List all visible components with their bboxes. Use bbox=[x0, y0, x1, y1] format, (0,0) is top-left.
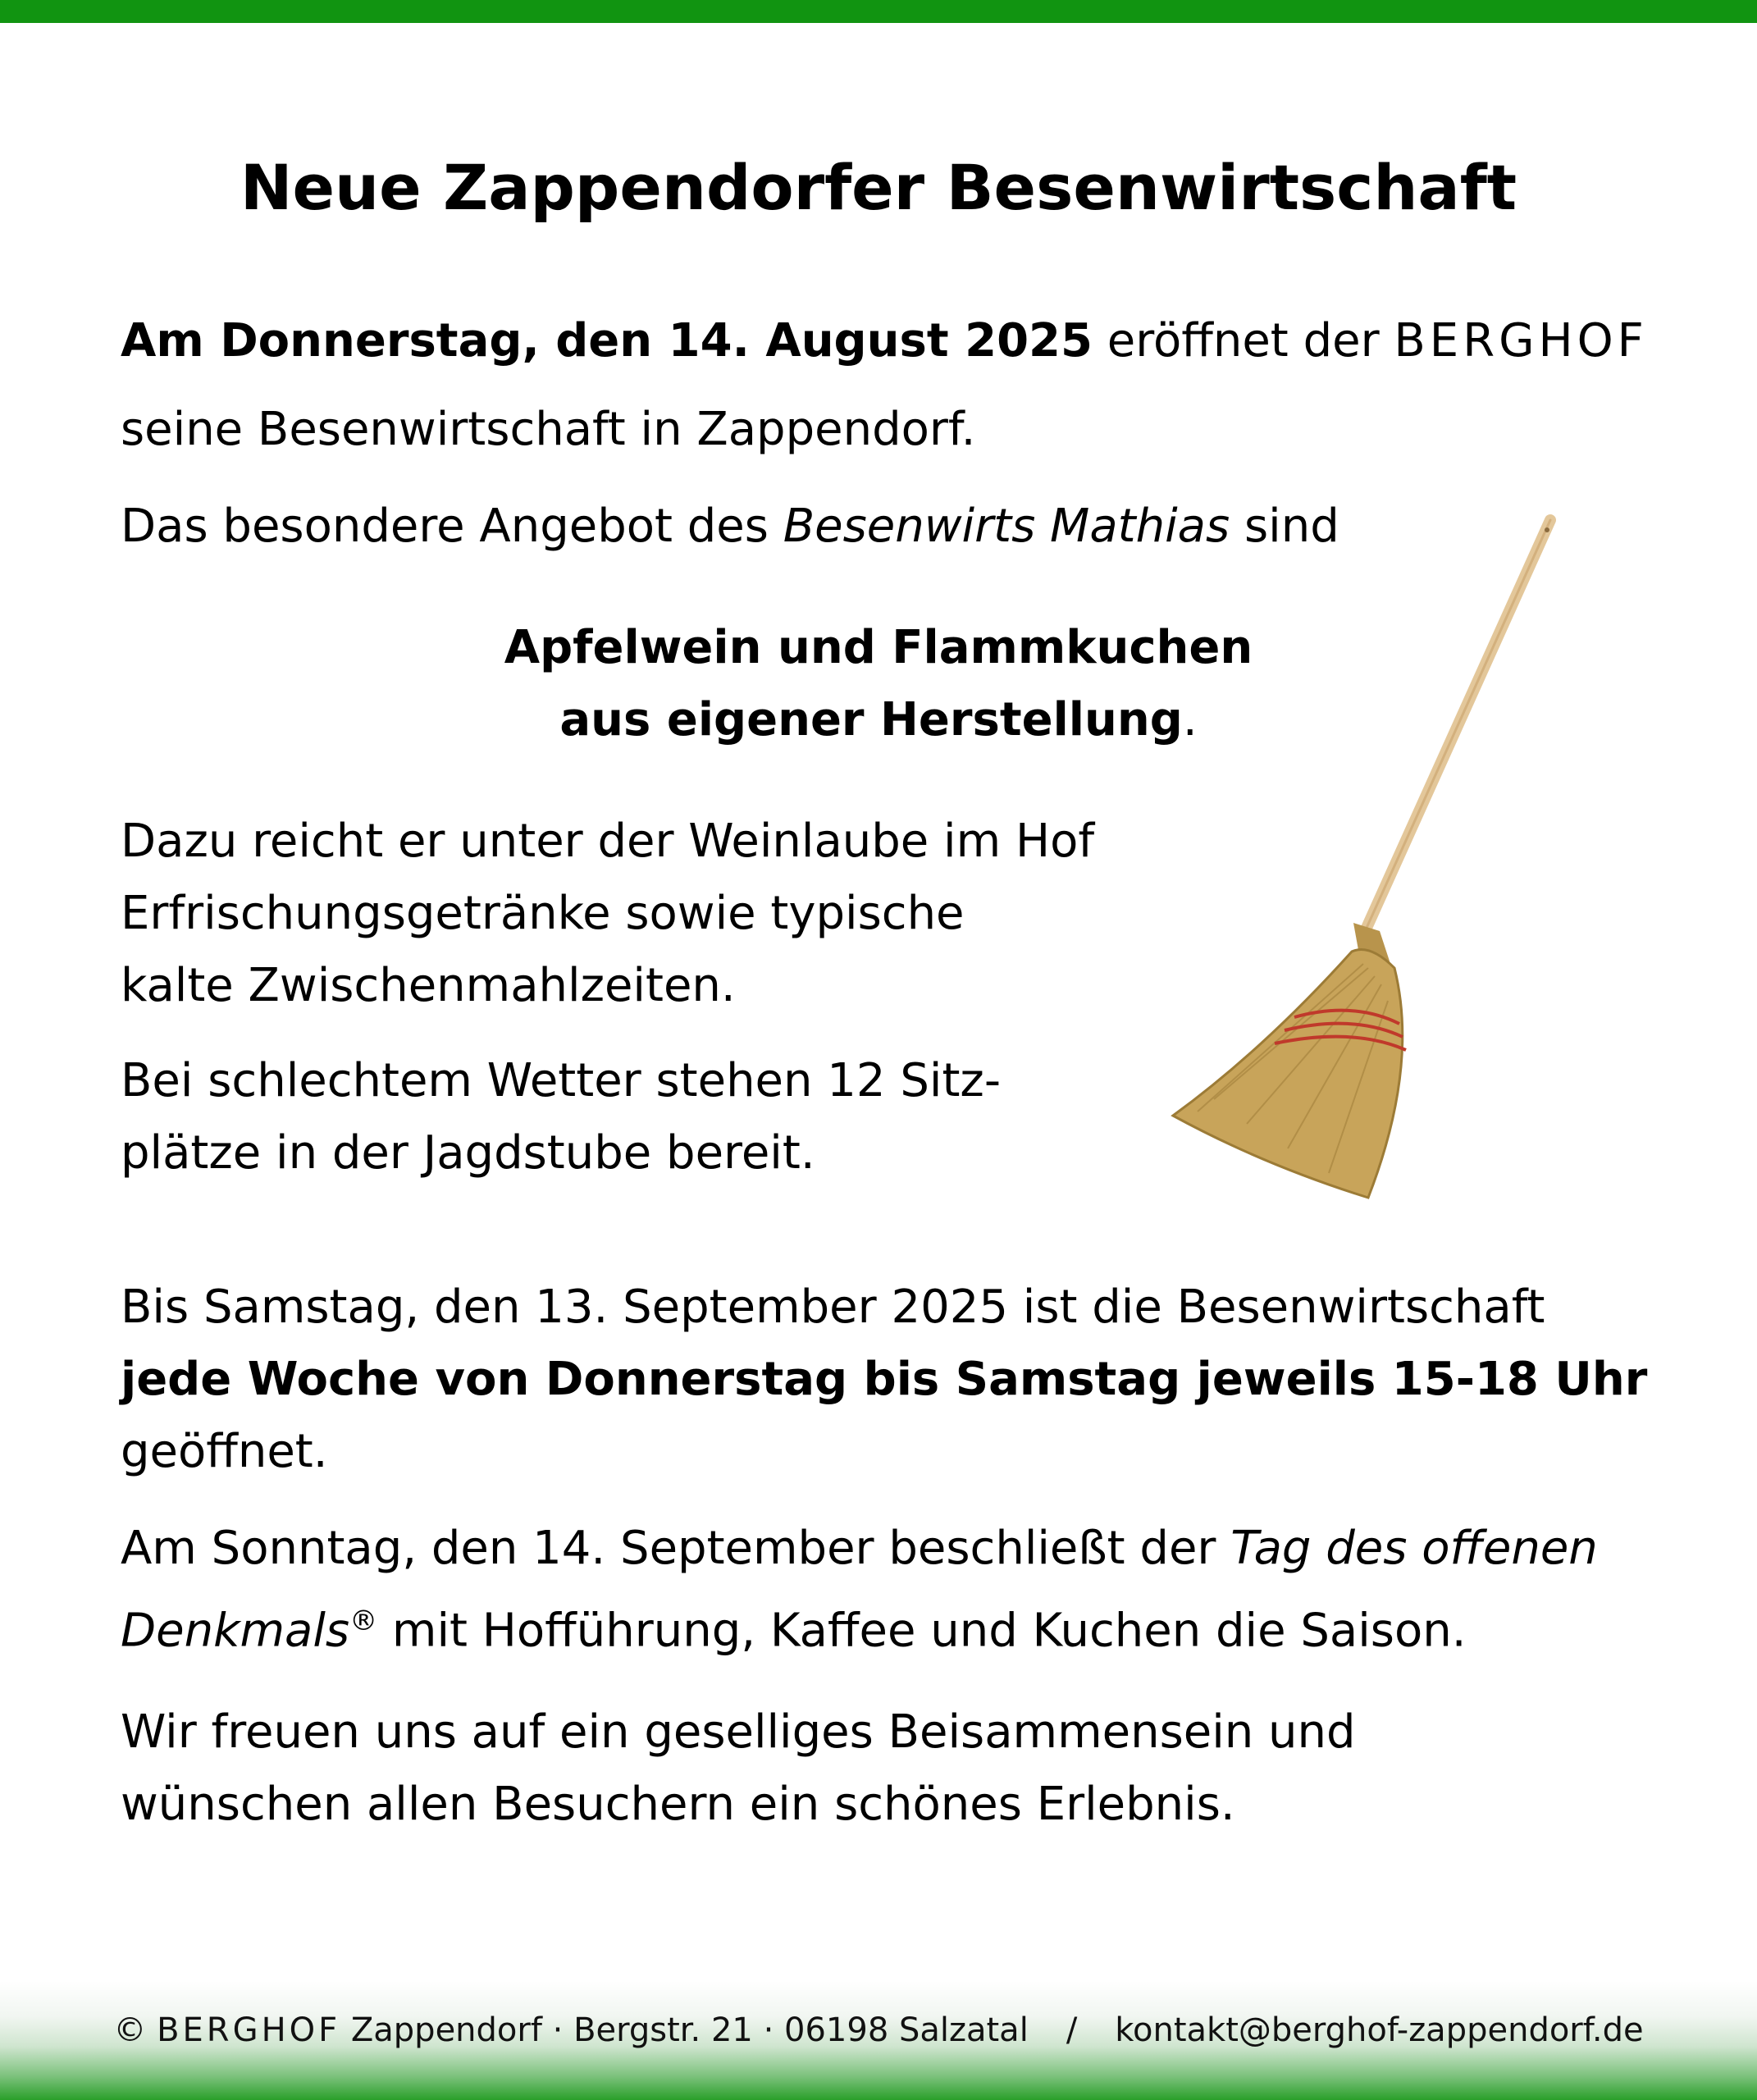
offer-highlight-line1: Apfelwein und Flammkuchen bbox=[504, 621, 1253, 674]
opening-hours-line2: jede Woche von Donnerstag bis Samstag jeweils 15-18 Uhr bbox=[121, 1353, 1648, 1406]
refreshments-line3: kalte Zwischenmahlzeiten. bbox=[121, 959, 736, 1012]
opening-date: Am Donnerstag, den 14. August 2025 bbox=[121, 314, 1093, 368]
brand-name: BERGHOF bbox=[1394, 314, 1648, 368]
offer-intro: Das besondere Angebot des Besenwirts Mathias sind bbox=[121, 500, 1339, 553]
top-accent-bar bbox=[0, 0, 1757, 23]
offer-highlight-line2: aus eigener Herstellung. bbox=[559, 693, 1198, 746]
opening-announcement-line2: seine Besenwirtschaft in Zappendorf. bbox=[121, 403, 976, 456]
closing-wish-line1: Wir freuen uns auf ein geselliges Beisammensein und bbox=[121, 1705, 1356, 1759]
closing-event-line1: Am Sonntag, den 14. September beschließt der Tag des offenen bbox=[121, 1522, 1598, 1575]
event-name: Tag des offenen bbox=[1230, 1522, 1598, 1575]
opening-hours-line3: geöffnet. bbox=[121, 1425, 328, 1478]
footer-address: Zappendorf · Bergstr. 21 · 06198 Salzatal bbox=[340, 2011, 1029, 2049]
footer bbox=[0, 1981, 1757, 2100]
opening-hours-line1: Bis Samstag, den 13. September 2025 ist die Besenwirtschaft bbox=[121, 1281, 1545, 1334]
bad-weather-line1: Bei schlechtem Wetter stehen 12 Sitz- bbox=[121, 1054, 1002, 1107]
broom-illustration bbox=[1148, 509, 1575, 1206]
page-title: Neue Zappendorfer Besenwirtschaft bbox=[240, 151, 1517, 224]
footer-text: © BERGHOF Zappendorf · Bergstr. 21 · 06198 Salzatal / kontakt@berghof-zappendorf.de bbox=[0, 2006, 1757, 2055]
footer-separator: / bbox=[1066, 2011, 1078, 2049]
host-name: Besenwirts Mathias bbox=[783, 500, 1230, 553]
refreshments-line2: Erfrischungsgetränke sowie typische bbox=[121, 887, 965, 940]
closing-event-line2: Denkmals® mit Hofführung, Kaffee und Kuchen die Saison. bbox=[121, 1604, 1467, 1658]
opening-announcement: Am Donnerstag, den 14. August 2025 eröffnet der BERGHOF bbox=[121, 314, 1648, 368]
refreshments-line1: Dazu reicht er unter der Weinlaube im Hof bbox=[121, 815, 1095, 868]
footer-email-link[interactable]: kontakt@berghof-zappendorf.de bbox=[1115, 2011, 1644, 2049]
broom-straw bbox=[1173, 950, 1403, 1198]
closing-wish-line2: wünschen allen Besuchern ein schönes Erlebnis. bbox=[121, 1778, 1235, 1831]
bad-weather-line2: plätze in der Jagdstube bereit. bbox=[121, 1126, 815, 1180]
